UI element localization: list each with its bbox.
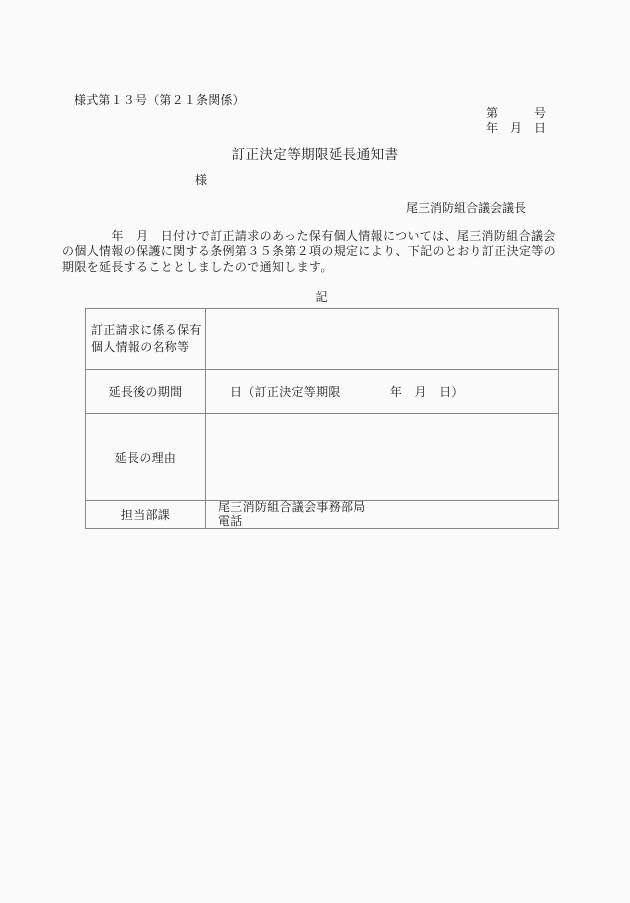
form-number-label: 様式第１３号（第２１条関係） <box>74 93 245 107</box>
table-row-held-info-name <box>86 309 559 370</box>
cell-label-extension-reason <box>86 414 206 501</box>
notice-table <box>85 308 559 529</box>
table-row-extension-reason <box>86 414 559 501</box>
table-row-extended-period <box>86 370 559 414</box>
document-title: 訂正決定等期限延長通知書 <box>231 147 399 162</box>
doc-number-line: 第 号 <box>485 106 546 120</box>
table-row-department <box>86 501 559 529</box>
addressee-label: 様 <box>195 173 208 187</box>
label-line: 延長後の期間 <box>108 385 183 399</box>
doc-meta-block <box>486 106 546 136</box>
doc-date-line: 年 月 日 <box>485 121 546 135</box>
body-line-2: の個人情報の保護に関する条例第３５条第２項の規定により、下記のとおり訂正決定等の <box>62 244 557 259</box>
label-line: 担当部課 <box>120 508 171 522</box>
body-paragraph <box>62 229 556 275</box>
cell-value-department <box>206 501 559 529</box>
cell-value-extension-reason <box>206 414 559 501</box>
cell-label-held-info-name <box>86 309 206 370</box>
cell-value-extended-period <box>206 370 559 414</box>
label-line: 訂正請求に係る保有 <box>91 323 202 337</box>
body-line-1: 年 月 日付けで訂正請求のあった保有個人情報については、尾三消防組合議会 <box>62 229 556 243</box>
cell-value-held-info-name <box>206 309 559 370</box>
value-line: 尾三消防組合議会事務部局 <box>218 500 366 514</box>
cell-label-department <box>86 501 206 529</box>
value-line: 電話 <box>218 513 243 528</box>
label-line: 個人情報の名称等 <box>91 340 190 354</box>
sender-name: 尾三消防組合議会議長 <box>405 201 526 215</box>
body-line-3: 期限を延長することとしましたので通知します。 <box>62 259 333 274</box>
record-heading: 記 <box>315 290 328 304</box>
cell-label-extended-period <box>86 370 206 414</box>
value-line: 日（訂正決定等期限 年 月 日） <box>230 385 464 399</box>
label-line: 延長の理由 <box>114 450 177 465</box>
